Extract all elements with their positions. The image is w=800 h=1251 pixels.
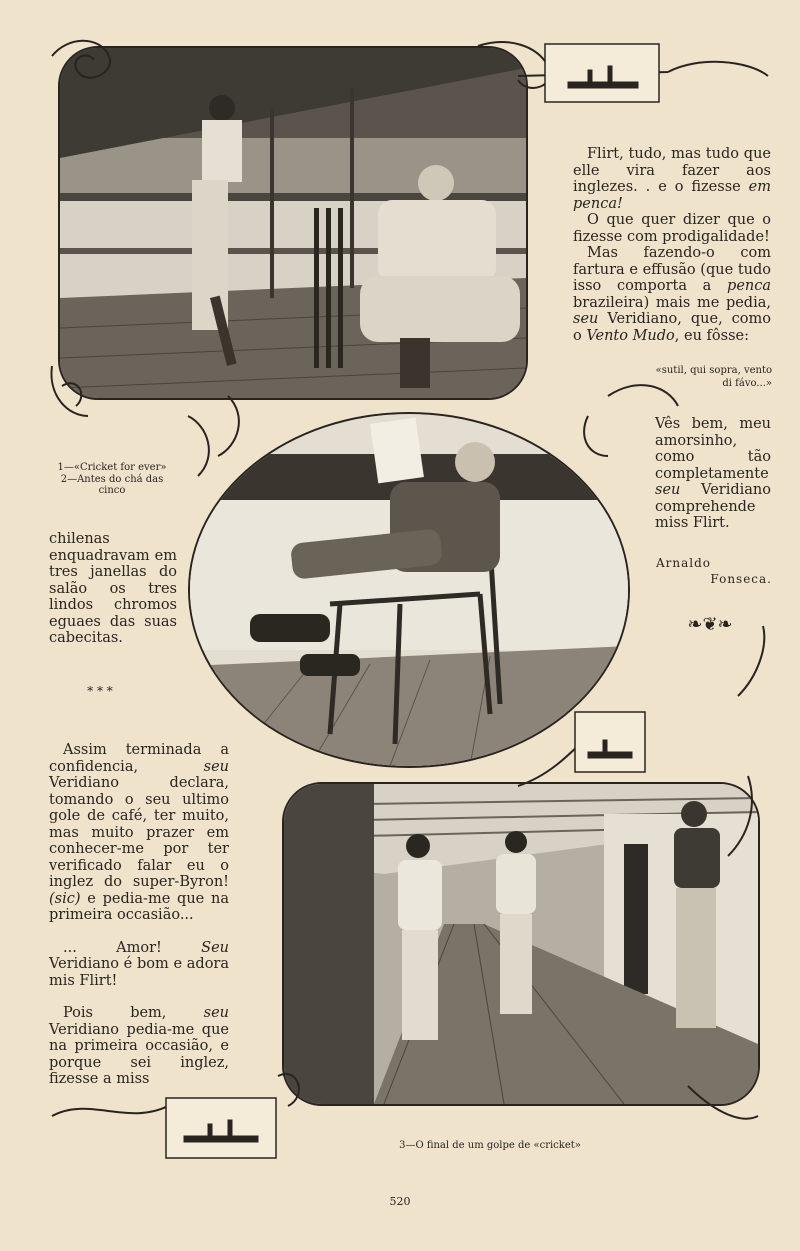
photo-final-golpe-cricket <box>282 782 760 1106</box>
signature-last-name: Fonseca. <box>710 572 772 586</box>
page-number: 520 <box>389 1195 411 1208</box>
right-column-closing: Vês bem, meu amorsinho, como tão completamente seu Veridiano comprehende miss Flirt. <box>655 416 771 531</box>
left-para-3: Pois bem, seu Veridiano pedia-me que na primeira occasião, e porque sei inglez, fizesse a miss <box>49 1005 229 1087</box>
verse-line-1: «sutil, qui sopra, vento <box>655 365 772 376</box>
left-para-1: Assim terminada a confidencia, seu Veridiano declara, tomando o seu ultimo gole de café, ter muito, mas muito prazer em conhecer-me por ter verificado falar eu o inglez do super-Byron! (sic) e pedia-me que na primeira occasião... <box>49 742 229 923</box>
photo-cricket-for-ever <box>58 46 528 400</box>
left-column-text-bottom <box>49 742 229 1104</box>
right-para-2: O que quer dizer que o fizesse com prodigalidade! <box>573 212 771 245</box>
signature-first-name: Arnaldo <box>656 556 712 570</box>
photo-antes-do-cha <box>188 412 630 768</box>
left-para-2: ... Amor! Seu Veridiano é bom e adora mis Flirt! <box>49 939 229 989</box>
section-break-stars: * * * <box>87 684 113 698</box>
right-column-text <box>573 146 771 344</box>
right-para-1: Flirt, tudo, mas tudo que elle vira fazer aos inglezes. . e o fizesse em penca! <box>573 146 771 212</box>
left-column-text-top: chilenas enquadravam em tres janellas do salão os tres lindos chromos eguaes das suas cabecitas. <box>49 531 177 646</box>
photo-captions <box>52 462 172 497</box>
caption-3: 3—O final de um golpe de «cricket» <box>399 1140 581 1151</box>
verse-line-2: di fávo...» <box>722 378 772 389</box>
fleuron-ornament: ❧❦❧ <box>687 614 733 635</box>
right-para-3: Mas fazendo-o com fartura e effusão (que tudo isso comporta a penca brazileira) mais me pedia, seu Veridiano, que, como o Vento Mudo, eu fôsse: <box>573 245 771 344</box>
author-signature <box>656 555 772 587</box>
caption-1: 1—«Cricket for ever» <box>57 462 167 473</box>
caption-2: 2—Antes do chá das cinco <box>60 473 164 496</box>
verse-quote <box>620 364 772 390</box>
